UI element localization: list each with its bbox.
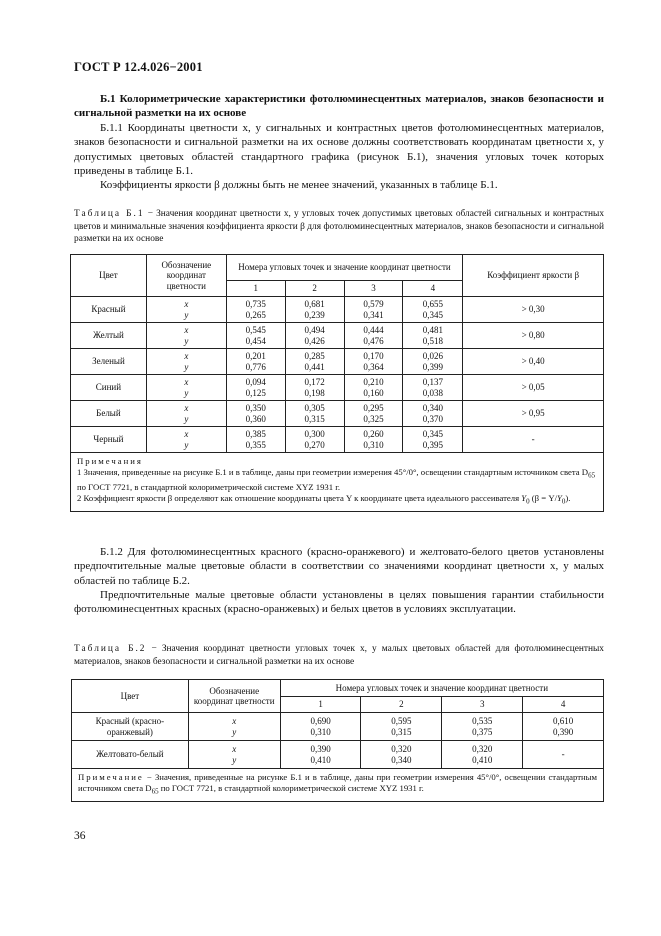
- note-2: 2 Коэффициент яркости β определяют как отношение координаты цвета Y к координате цвета идеального рассеивателя $Y_0$ $(\beta = Y/Y_0)$.: [77, 493, 571, 507]
- table-row: [71, 427, 604, 453]
- coord-value: 0,385 0,355: [226, 427, 285, 453]
- t2-note-label: Примечание: [78, 772, 144, 782]
- paragraph-preferred: Предпочтительные малые цветовые области установлены в целях повышения гарантии стабильности фотолюминесцентных красных (красно-оранжевых) и белых цветов в условиях эксплуатации.: [74, 589, 604, 616]
- coord-value: 0,094 0,125: [226, 375, 285, 401]
- coord-value: 0,690 0,310: [280, 713, 361, 741]
- coord-designation: x y: [146, 401, 226, 427]
- paragraph-b12: Б.1.2 Для фотолюминесцентных красного (красно-оранжевого) и желтовато-белого цветов установлены предпочтительные малые цветовые области в соответствии со значениями координат цветности x, y малых областей по таблице Б.2.: [74, 546, 604, 587]
- coord-value: 0,300 0,270: [285, 427, 344, 453]
- coord-value: 0,295 0,325: [344, 401, 403, 427]
- head-color: Цвет: [71, 255, 147, 297]
- coord-value: 0,444 0,476: [344, 323, 403, 349]
- page-number: 36: [74, 830, 86, 842]
- paragraph-brightness: Коэффициенты яркости β должны быть не менее значений, указанных в таблице Б.1.: [100, 179, 498, 191]
- coord-value: 0,735 0,265: [226, 297, 285, 323]
- notes-title: Примечания: [77, 456, 143, 466]
- coord-value: 0,535 0,375: [442, 713, 523, 741]
- t2-head-designation: Обозначение координат цветности: [188, 680, 280, 713]
- table2-caption: [74, 643, 604, 668]
- table-b2: [71, 679, 604, 802]
- t2-head-color: Цвет: [72, 680, 189, 713]
- coord-value: 0,595 0,315: [361, 713, 442, 741]
- table-row: [71, 375, 604, 401]
- coord-value: 0,655 0,345: [403, 297, 463, 323]
- point-number: 2: [361, 697, 442, 713]
- coord-value: 0,260 0,310: [344, 427, 403, 453]
- head-designation: Обозначение координат цветности: [146, 255, 226, 297]
- document-header: ГОСТ Р 12.4.026−2001: [74, 60, 203, 74]
- table-row: [71, 349, 604, 375]
- table-row: [71, 297, 604, 323]
- head-points: Номера угловых точек и значение координат цветности: [226, 255, 463, 281]
- coord-designation: x y: [188, 713, 280, 741]
- coord-value: 0,320 0,410: [442, 741, 523, 769]
- coord-value: 0,305 0,315: [285, 401, 344, 427]
- table-b1: [70, 254, 604, 512]
- point-number: 3: [344, 281, 403, 297]
- coord-designation: x y: [146, 427, 226, 453]
- coord-value: 0,170 0,364: [344, 349, 403, 375]
- coord-value: 0,285 0,441: [285, 349, 344, 375]
- note-1: 1 Значения, приведенные на рисунке Б.1 и в таблице, даны при геометрии измерения 45°/0°, освещении стандартным источником света $D_{65}$ по ГОСТ 7721, в стандартной колориметрической системе XYZ 1931 г.: [77, 467, 596, 493]
- point-number: 2: [285, 281, 344, 297]
- coord-designation: x y: [146, 323, 226, 349]
- color-name: Синий: [71, 375, 147, 401]
- coord-value: 0,320 0,340: [361, 741, 442, 769]
- coord-value: 0,137 0,038: [403, 375, 463, 401]
- beta-value: > 0,30: [463, 297, 604, 323]
- coord-value: 0,026 0,399: [403, 349, 463, 375]
- beta-value: -: [463, 427, 604, 453]
- color-name: Желтовато-белый: [72, 741, 189, 769]
- table-row: [72, 741, 604, 769]
- color-name: Желтый: [71, 323, 147, 349]
- table2-note: [72, 769, 604, 802]
- point-number: 3: [442, 697, 523, 713]
- table1-caption-text: − Значения координат цветности x, y угловых точек допустимых цветовых областей сигнальных и контрастных цветов и минимальные значения коэффициента яркости β для фотолюминесцентных материалов, знаков безопасности и сигнальной разметки на их основе: [74, 209, 605, 245]
- coord-value: 0,494 0,426: [285, 323, 344, 349]
- coord-value: 0,681 0,239: [285, 297, 344, 323]
- color-name: Красный (красно-оранжевый): [72, 713, 189, 741]
- head-beta: Коэффициент яркости β: [463, 255, 604, 297]
- coord-value: 0,210 0,160: [344, 375, 403, 401]
- coord-value: -: [523, 741, 604, 769]
- t2-head-points: Номера угловых точек и значение координат цветности: [280, 680, 603, 697]
- coord-designation: x y: [146, 297, 226, 323]
- point-number: 1: [280, 697, 361, 713]
- table2-caption-text: − Значения координат цветности угловых точек x, y малых цветовых областей для фотолюминесцентных материалов, знаков безопасности и сигнальной разметки на их основе: [74, 644, 604, 667]
- coord-value: 0,340 0,370: [403, 401, 463, 427]
- color-name: Зеленый: [71, 349, 147, 375]
- point-number: 4: [523, 697, 604, 713]
- coord-value: 0,610 0,390: [523, 713, 604, 741]
- coord-value: 0,350 0,360: [226, 401, 285, 427]
- color-name: Черный: [71, 427, 147, 453]
- coord-value: 0,390 0,410: [280, 741, 361, 769]
- table1-caption: [74, 208, 604, 246]
- paragraph-b11: Б.1.1 Координаты цветности x, y сигнальных и контрастных цветов фотолюминесцентных материалов, знаков безопасности и сигнальной разметки на их основе должны соответствовать координатам цветности x, y допустимых цветовых областей стандартного графика (рисунок Б.1), значения угловых точек которых приведены в таблице Б.1.: [74, 122, 604, 178]
- beta-value: > 0,40: [463, 349, 604, 375]
- table-row: [71, 323, 604, 349]
- coord-value: 0,345 0,395: [403, 427, 463, 453]
- coord-designation: x y: [146, 349, 226, 375]
- t2-note-text: − Значения, приведенные на рисунке Б.1 и в таблице, даны при геометрии измерения 45°/0°, освещении стандартным источником света $D_{65}$ по ГОСТ 7721, в стандартной колориметрической системе XYZ 1931 г.: [78, 772, 598, 796]
- coord-designation: x y: [146, 375, 226, 401]
- coord-value: 0,579 0,341: [344, 297, 403, 323]
- point-number: 4: [403, 281, 463, 297]
- table-row: [72, 713, 604, 741]
- table-row: [71, 401, 604, 427]
- table2-caption-label: Таблица Б.2: [74, 644, 147, 654]
- coord-value: 0,545 0,454: [226, 323, 285, 349]
- beta-value: > 0,95: [463, 401, 604, 427]
- coord-value: 0,172 0,198: [285, 375, 344, 401]
- color-name: Белый: [71, 401, 147, 427]
- coord-designation: x y: [188, 741, 280, 769]
- coord-value: 0,201 0,776: [226, 349, 285, 375]
- coord-value: 0,481 0,518: [403, 323, 463, 349]
- table1-notes: [71, 453, 604, 512]
- section-title: Б.1 Колориметрические характеристики фотолюминесцентных материалов, знаков безопасности и сигнальной разметки на их основе: [74, 93, 604, 120]
- color-name: Красный: [71, 297, 147, 323]
- beta-value: > 0,80: [463, 323, 604, 349]
- beta-value: > 0,05: [463, 375, 604, 401]
- point-number: 1: [226, 281, 285, 297]
- table1-caption-label: Таблица Б.1: [74, 209, 145, 219]
